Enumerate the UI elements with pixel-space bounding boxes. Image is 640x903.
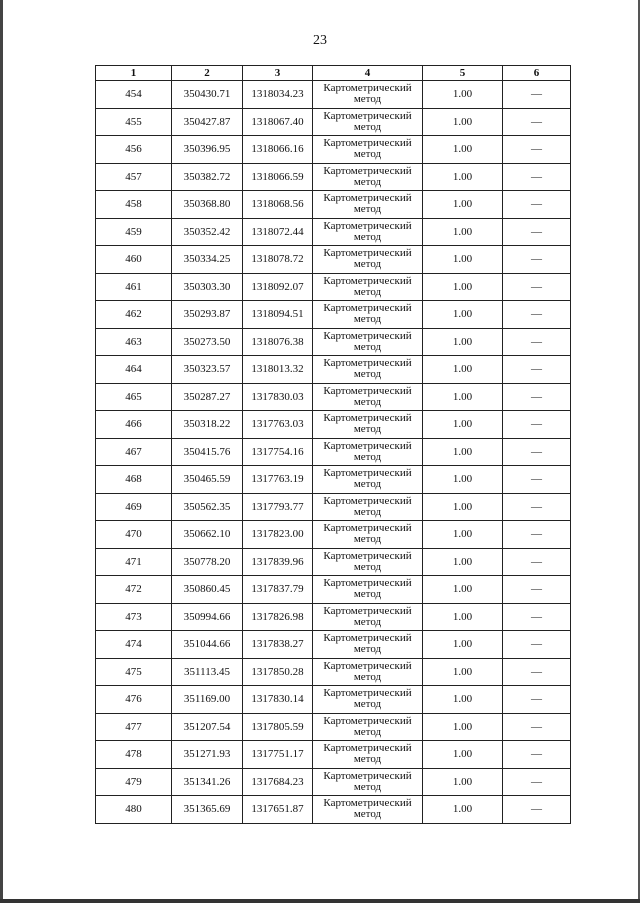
x-coordinate-cell: 350662.10 bbox=[172, 521, 243, 549]
point-number-cell: 458 bbox=[96, 191, 172, 219]
table-row bbox=[96, 438, 571, 466]
method-cell: Картометрический метод bbox=[313, 796, 423, 824]
table-row bbox=[96, 466, 571, 494]
method-cell: Картометрический метод bbox=[313, 301, 423, 329]
accuracy-cell: 1.00 bbox=[423, 218, 503, 246]
table-row bbox=[96, 686, 571, 714]
x-coordinate-cell: 350293.87 bbox=[172, 301, 243, 329]
table-row bbox=[96, 191, 571, 219]
column-header-3: 3 bbox=[243, 66, 313, 81]
table-row bbox=[96, 301, 571, 329]
y-coordinate-cell: 1318066.16 bbox=[243, 136, 313, 164]
note-cell: — bbox=[503, 136, 571, 164]
note-cell: — bbox=[503, 686, 571, 714]
method-cell: Картометрический метод bbox=[313, 548, 423, 576]
header-row bbox=[96, 66, 571, 81]
point-number-cell: 473 bbox=[96, 603, 172, 631]
column-header-2: 2 bbox=[172, 66, 243, 81]
x-coordinate-cell: 350273.50 bbox=[172, 328, 243, 356]
note-cell: — bbox=[503, 631, 571, 659]
y-coordinate-cell: 1318092.07 bbox=[243, 273, 313, 301]
y-coordinate-cell: 1317837.79 bbox=[243, 576, 313, 604]
accuracy-cell: 1.00 bbox=[423, 136, 503, 164]
point-number-cell: 454 bbox=[96, 81, 172, 109]
accuracy-cell: 1.00 bbox=[423, 603, 503, 631]
y-coordinate-cell: 1317754.16 bbox=[243, 438, 313, 466]
point-number-cell: 463 bbox=[96, 328, 172, 356]
x-coordinate-cell: 350396.95 bbox=[172, 136, 243, 164]
x-coordinate-cell: 350368.80 bbox=[172, 191, 243, 219]
y-coordinate-cell: 1318094.51 bbox=[243, 301, 313, 329]
method-cell: Картометрический метод bbox=[313, 273, 423, 301]
x-coordinate-cell: 350318.22 bbox=[172, 411, 243, 439]
y-coordinate-cell: 1317651.87 bbox=[243, 796, 313, 824]
method-cell: Картометрический метод bbox=[313, 493, 423, 521]
accuracy-cell: 1.00 bbox=[423, 521, 503, 549]
y-coordinate-cell: 1318076.38 bbox=[243, 328, 313, 356]
point-number-cell: 465 bbox=[96, 383, 172, 411]
table-row bbox=[96, 108, 571, 136]
y-coordinate-cell: 1317839.96 bbox=[243, 548, 313, 576]
point-number-cell: 457 bbox=[96, 163, 172, 191]
accuracy-cell: 1.00 bbox=[423, 466, 503, 494]
note-cell: — bbox=[503, 603, 571, 631]
table-row bbox=[96, 411, 571, 439]
y-coordinate-cell: 1317838.27 bbox=[243, 631, 313, 659]
y-coordinate-cell: 1318068.56 bbox=[243, 191, 313, 219]
point-number-cell: 469 bbox=[96, 493, 172, 521]
method-cell: Картометрический метод bbox=[313, 466, 423, 494]
y-coordinate-cell: 1318078.72 bbox=[243, 246, 313, 274]
column-header-6: 6 bbox=[503, 66, 571, 81]
table-row bbox=[96, 383, 571, 411]
method-cell: Картометрический метод bbox=[313, 328, 423, 356]
x-coordinate-cell: 351341.26 bbox=[172, 768, 243, 796]
accuracy-cell: 1.00 bbox=[423, 741, 503, 769]
accuracy-cell: 1.00 bbox=[423, 768, 503, 796]
x-coordinate-cell: 350323.57 bbox=[172, 356, 243, 384]
accuracy-cell: 1.00 bbox=[423, 328, 503, 356]
accuracy-cell: 1.00 bbox=[423, 493, 503, 521]
point-number-cell: 466 bbox=[96, 411, 172, 439]
accuracy-cell: 1.00 bbox=[423, 273, 503, 301]
x-coordinate-cell: 350778.20 bbox=[172, 548, 243, 576]
accuracy-cell: 1.00 bbox=[423, 796, 503, 824]
table-row bbox=[96, 548, 571, 576]
table-row bbox=[96, 576, 571, 604]
method-cell: Картометрический метод bbox=[313, 768, 423, 796]
x-coordinate-cell: 351365.69 bbox=[172, 796, 243, 824]
table-row bbox=[96, 356, 571, 384]
note-cell: — bbox=[503, 81, 571, 109]
point-number-cell: 468 bbox=[96, 466, 172, 494]
table-row bbox=[96, 163, 571, 191]
x-coordinate-cell: 350352.42 bbox=[172, 218, 243, 246]
note-cell: — bbox=[503, 741, 571, 769]
coordinates-table bbox=[95, 65, 571, 824]
accuracy-cell: 1.00 bbox=[423, 548, 503, 576]
point-number-cell: 462 bbox=[96, 301, 172, 329]
x-coordinate-cell: 350287.27 bbox=[172, 383, 243, 411]
point-number-cell: 477 bbox=[96, 713, 172, 741]
table-row bbox=[96, 81, 571, 109]
note-cell: — bbox=[503, 301, 571, 329]
x-coordinate-cell: 350303.30 bbox=[172, 273, 243, 301]
table-row bbox=[96, 218, 571, 246]
method-cell: Картометрический метод bbox=[313, 411, 423, 439]
point-number-cell: 476 bbox=[96, 686, 172, 714]
note-cell: — bbox=[503, 796, 571, 824]
note-cell: — bbox=[503, 713, 571, 741]
note-cell: — bbox=[503, 493, 571, 521]
column-header-1: 1 bbox=[96, 66, 172, 81]
accuracy-cell: 1.00 bbox=[423, 631, 503, 659]
table-row bbox=[96, 493, 571, 521]
table-header bbox=[96, 66, 571, 81]
table-row bbox=[96, 631, 571, 659]
x-coordinate-cell: 351271.93 bbox=[172, 741, 243, 769]
table-row bbox=[96, 246, 571, 274]
note-cell: — bbox=[503, 576, 571, 604]
table-row bbox=[96, 273, 571, 301]
x-coordinate-cell: 350334.25 bbox=[172, 246, 243, 274]
accuracy-cell: 1.00 bbox=[423, 576, 503, 604]
column-header-5: 5 bbox=[423, 66, 503, 81]
method-cell: Картометрический метод bbox=[313, 631, 423, 659]
y-coordinate-cell: 1317830.14 bbox=[243, 686, 313, 714]
table-row bbox=[96, 768, 571, 796]
note-cell: — bbox=[503, 383, 571, 411]
y-coordinate-cell: 1318034.23 bbox=[243, 81, 313, 109]
note-cell: — bbox=[503, 328, 571, 356]
column-header-4: 4 bbox=[313, 66, 423, 81]
point-number-cell: 456 bbox=[96, 136, 172, 164]
note-cell: — bbox=[503, 658, 571, 686]
accuracy-cell: 1.00 bbox=[423, 301, 503, 329]
y-coordinate-cell: 1318066.59 bbox=[243, 163, 313, 191]
point-number-cell: 459 bbox=[96, 218, 172, 246]
table-row bbox=[96, 658, 571, 686]
y-coordinate-cell: 1318072.44 bbox=[243, 218, 313, 246]
point-number-cell: 472 bbox=[96, 576, 172, 604]
table-row bbox=[96, 521, 571, 549]
point-number-cell: 461 bbox=[96, 273, 172, 301]
accuracy-cell: 1.00 bbox=[423, 713, 503, 741]
method-cell: Картометрический метод bbox=[313, 713, 423, 741]
table-row bbox=[96, 713, 571, 741]
accuracy-cell: 1.00 bbox=[423, 81, 503, 109]
method-cell: Картометрический метод bbox=[313, 136, 423, 164]
point-number-cell: 475 bbox=[96, 658, 172, 686]
y-coordinate-cell: 1317751.17 bbox=[243, 741, 313, 769]
y-coordinate-cell: 1317830.03 bbox=[243, 383, 313, 411]
method-cell: Картометрический метод bbox=[313, 246, 423, 274]
note-cell: — bbox=[503, 218, 571, 246]
method-cell: Картометрический метод bbox=[313, 576, 423, 604]
method-cell: Картометрический метод bbox=[313, 658, 423, 686]
note-cell: — bbox=[503, 356, 571, 384]
x-coordinate-cell: 351207.54 bbox=[172, 713, 243, 741]
accuracy-cell: 1.00 bbox=[423, 246, 503, 274]
method-cell: Картометрический метод bbox=[313, 603, 423, 631]
table-row bbox=[96, 741, 571, 769]
table-row bbox=[96, 136, 571, 164]
y-coordinate-cell: 1317826.98 bbox=[243, 603, 313, 631]
table-row bbox=[96, 796, 571, 824]
point-number-cell: 478 bbox=[96, 741, 172, 769]
method-cell: Картометрический метод bbox=[313, 356, 423, 384]
method-cell: Картометрический метод bbox=[313, 383, 423, 411]
method-cell: Картометрический метод bbox=[313, 438, 423, 466]
y-coordinate-cell: 1317805.59 bbox=[243, 713, 313, 741]
point-number-cell: 467 bbox=[96, 438, 172, 466]
x-coordinate-cell: 350994.66 bbox=[172, 603, 243, 631]
method-cell: Картометрический метод bbox=[313, 741, 423, 769]
method-cell: Картометрический метод bbox=[313, 81, 423, 109]
table-row bbox=[96, 603, 571, 631]
y-coordinate-cell: 1317763.03 bbox=[243, 411, 313, 439]
point-number-cell: 474 bbox=[96, 631, 172, 659]
point-number-cell: 455 bbox=[96, 108, 172, 136]
scan-border-bottom bbox=[0, 899, 640, 903]
y-coordinate-cell: 1317684.23 bbox=[243, 768, 313, 796]
x-coordinate-cell: 351113.45 bbox=[172, 658, 243, 686]
point-number-cell: 471 bbox=[96, 548, 172, 576]
accuracy-cell: 1.00 bbox=[423, 438, 503, 466]
accuracy-cell: 1.00 bbox=[423, 163, 503, 191]
note-cell: — bbox=[503, 521, 571, 549]
page-number: 23 bbox=[313, 33, 327, 48]
note-cell: — bbox=[503, 438, 571, 466]
note-cell: — bbox=[503, 246, 571, 274]
method-cell: Картометрический метод bbox=[313, 218, 423, 246]
accuracy-cell: 1.00 bbox=[423, 686, 503, 714]
method-cell: Картометрический метод bbox=[313, 163, 423, 191]
method-cell: Картометрический метод bbox=[313, 521, 423, 549]
x-coordinate-cell: 350562.35 bbox=[172, 493, 243, 521]
method-cell: Картометрический метод bbox=[313, 686, 423, 714]
note-cell: — bbox=[503, 163, 571, 191]
note-cell: — bbox=[503, 548, 571, 576]
y-coordinate-cell: 1317823.00 bbox=[243, 521, 313, 549]
x-coordinate-cell: 351044.66 bbox=[172, 631, 243, 659]
accuracy-cell: 1.00 bbox=[423, 383, 503, 411]
note-cell: — bbox=[503, 411, 571, 439]
accuracy-cell: 1.00 bbox=[423, 411, 503, 439]
table-body bbox=[96, 81, 571, 824]
accuracy-cell: 1.00 bbox=[423, 108, 503, 136]
x-coordinate-cell: 350465.59 bbox=[172, 466, 243, 494]
method-cell: Картометрический метод bbox=[313, 108, 423, 136]
note-cell: — bbox=[503, 273, 571, 301]
y-coordinate-cell: 1317850.28 bbox=[243, 658, 313, 686]
note-cell: — bbox=[503, 191, 571, 219]
note-cell: — bbox=[503, 768, 571, 796]
accuracy-cell: 1.00 bbox=[423, 658, 503, 686]
point-number-cell: 479 bbox=[96, 768, 172, 796]
y-coordinate-cell: 1318013.32 bbox=[243, 356, 313, 384]
y-coordinate-cell: 1317793.77 bbox=[243, 493, 313, 521]
x-coordinate-cell: 350430.71 bbox=[172, 81, 243, 109]
y-coordinate-cell: 1317763.19 bbox=[243, 466, 313, 494]
x-coordinate-cell: 351169.00 bbox=[172, 686, 243, 714]
point-number-cell: 480 bbox=[96, 796, 172, 824]
scan-border-left bbox=[0, 0, 3, 903]
x-coordinate-cell: 350382.72 bbox=[172, 163, 243, 191]
table-row bbox=[96, 328, 571, 356]
point-number-cell: 460 bbox=[96, 246, 172, 274]
note-cell: — bbox=[503, 108, 571, 136]
note-cell: — bbox=[503, 466, 571, 494]
point-number-cell: 464 bbox=[96, 356, 172, 384]
method-cell: Картометрический метод bbox=[313, 191, 423, 219]
x-coordinate-cell: 350860.45 bbox=[172, 576, 243, 604]
point-number-cell: 470 bbox=[96, 521, 172, 549]
accuracy-cell: 1.00 bbox=[423, 191, 503, 219]
x-coordinate-cell: 350415.76 bbox=[172, 438, 243, 466]
y-coordinate-cell: 1318067.40 bbox=[243, 108, 313, 136]
accuracy-cell: 1.00 bbox=[423, 356, 503, 384]
x-coordinate-cell: 350427.87 bbox=[172, 108, 243, 136]
